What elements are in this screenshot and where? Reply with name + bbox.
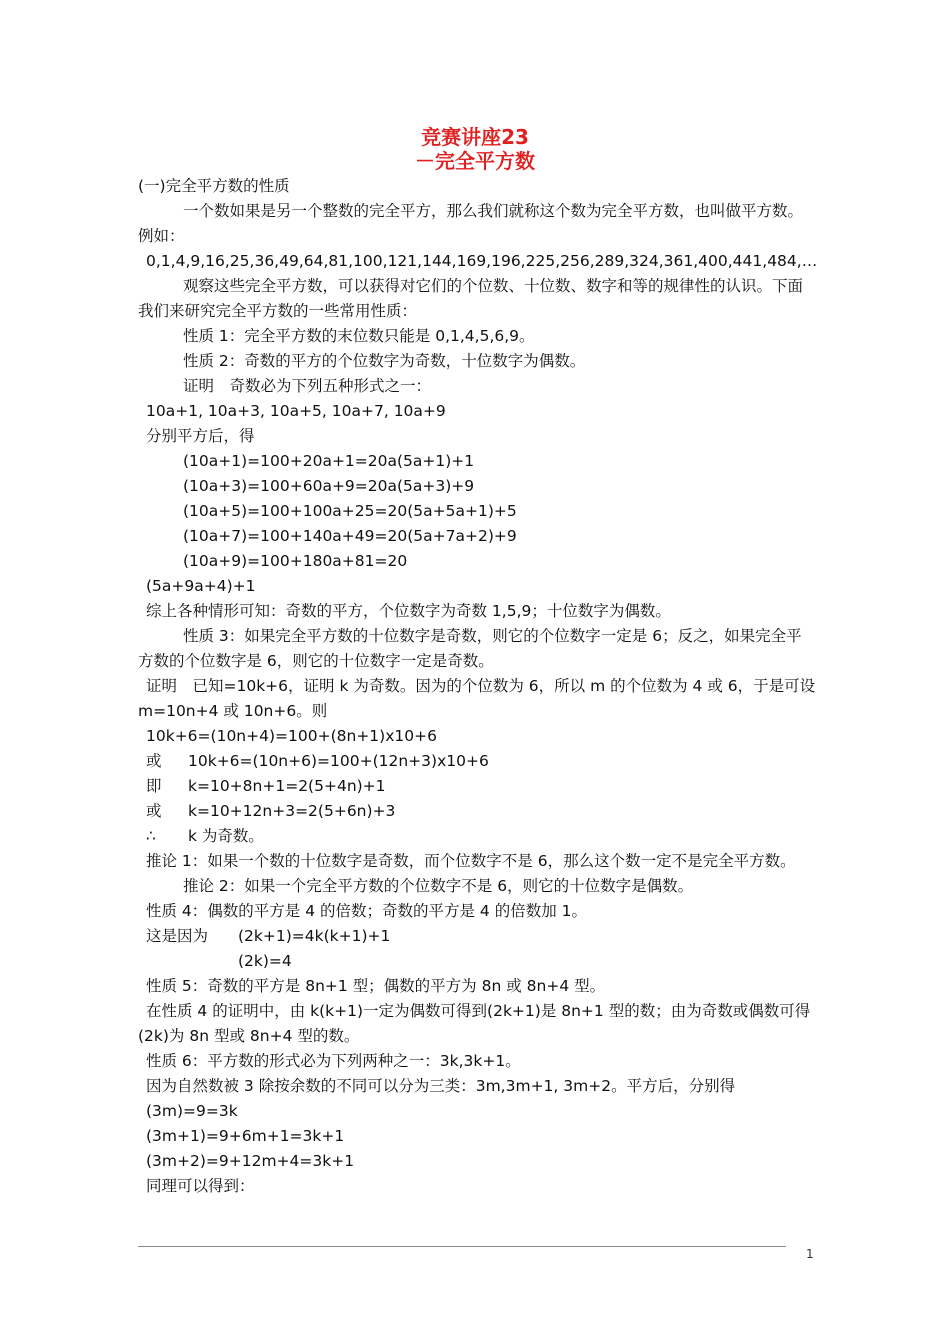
equation-row [138, 924, 816, 949]
equation-row [138, 749, 816, 774]
equation: (10a+3)=100+60a+9=20a(5a+3)+9 [183, 477, 475, 495]
section-heading: (一)完全平方数的性质 [138, 177, 290, 195]
connector-word: 即 [146, 777, 162, 795]
document-body [138, 174, 816, 1199]
corollary-2: 推论 2：如果一个完全平方数的个位数字不是 6，则它的十位数字是偶数。 [183, 877, 694, 895]
equation: (10a+1)=100+20a+1=20a(5a+1)+1 [183, 452, 475, 470]
equation: (10a+5)=100+100a+25=20(5a+5a+1)+5 [183, 502, 517, 520]
property-5: 性质 5：奇数的平方是 8n+1 型；偶数的平方为 8n 或 8n+4 型。 [146, 977, 606, 995]
equation: 10k+6=(10n+4)=100+(8n+1)x10+6 [146, 727, 437, 745]
equation: (2k+1)=4k(k+1)+1 [238, 927, 391, 945]
page-number: 1 [806, 1247, 814, 1261]
property-6: 性质 6：平方数的形式必为下列两种之一：3k,3k+1。 [146, 1052, 521, 1070]
proof-paragraph: 证明 已知=10k+6，证明 k 为奇数。因为的个位数为 6，所以 m 的个位数为 4 或 6，于是可设 m=10n+4 或 10n+6。则 [138, 677, 816, 720]
equation: (2k)=4 [238, 952, 292, 970]
property-3: 性质 3：如果完全平方数的十位数字是奇数，则它的个位数字一定是 6；反之，如果完全平方数的个位数字是 6，则它的十位数字一定是奇数。 [138, 627, 802, 670]
property-1: 性质 1：完全平方数的末位数只能是 0,1,4,5,6,9。 [183, 327, 535, 345]
equation: (10a+7)=100+140a+49=20(5a+7a+2)+9 [183, 527, 517, 545]
lead-text: 这是因为 [146, 927, 209, 945]
connector-word: 或 [146, 802, 162, 820]
number-sequence: 0,1,4,9,16,25,36,49,64,81,100,121,144,169,196,225,256,289,324,361,400,441,484,… [146, 252, 818, 270]
connector-word: 或 [146, 752, 162, 770]
property-2: 性质 2：奇数的平方的个位数字为奇数，十位数字为偶数。 [183, 352, 586, 370]
equation: (3m+1)=9+6m+1=3k+1 [146, 1127, 345, 1145]
equation: 10k+6=(10n+6)=100+(12n+3)x10+6 [188, 752, 489, 770]
conclusion-line: 综上各种情形可知：奇数的平方，个位数字为奇数 1,5,9；十位数字为偶数。 [146, 602, 671, 620]
proof-line: 证明 奇数必为下列五种形式之一： [183, 377, 432, 395]
equation: k 为奇数。 [188, 827, 264, 845]
equation-row [138, 774, 816, 799]
footer-divider [138, 1246, 786, 1247]
equation: (5a+9a+4)+1 [146, 577, 256, 595]
paragraph: 观察这些完全平方数，可以获得对它们的个位数、十位数、数字和等的规律性的认识。下面我们来研究完全平方数的一些常用性质： [138, 277, 804, 320]
paragraph: 在性质 4 的证明中，由 k(k+1)一定为偶数可得到(2k+1)是 8n+1 型的数；由为奇数或偶数可得(2k)为 8n 型或 8n+4 型的数。 [138, 1002, 811, 1045]
corollary-1: 推论 1：如果一个数的十位数字是奇数，而个位数字不是 6，那么这个数一定不是完全平方数。 [146, 852, 796, 870]
therefore-symbol: ∴ [146, 827, 156, 845]
equation: (3m)=9=3k [146, 1102, 238, 1120]
equation: k=10+12n+3=2(5+6n)+3 [188, 802, 396, 820]
equation: (10a+9)=100+180a+81=20 [183, 552, 408, 570]
text-line: 分别平方后，得 [146, 427, 255, 445]
title-line-2: －完全平方数 [415, 149, 535, 173]
title-line-1: 竞赛讲座23 [421, 125, 529, 149]
text-line: 同理可以得到： [146, 1177, 255, 1195]
paragraph: 因为自然数被 3 除按余数的不同可以分为三类：3m,3m+1, 3m+2。平方后，分别得 [146, 1077, 736, 1095]
equation: (3m+2)=9+12m+4=3k+1 [146, 1152, 355, 1170]
paragraph: 一个数如果是另一个整数的完全平方，那么我们就称这个数为完全平方数，也叫做平方数。例如： [138, 202, 804, 245]
property-4: 性质 4：偶数的平方是 4 的倍数；奇数的平方是 4 的倍数加 1。 [146, 902, 588, 920]
formula-line: 10a+1, 10a+3, 10a+5, 10a+7, 10a+9 [146, 402, 446, 420]
equation-row [138, 824, 816, 849]
equation-row [138, 799, 816, 824]
equation: k=10+8n+1=2(5+4n)+1 [188, 777, 386, 795]
